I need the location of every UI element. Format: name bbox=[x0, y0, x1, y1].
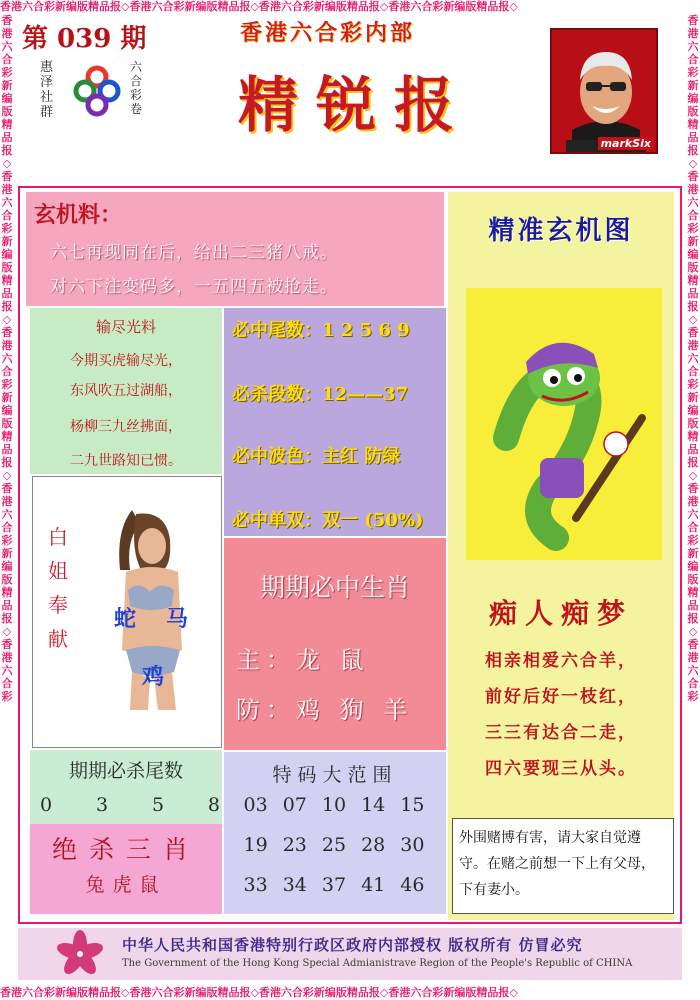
bauhinia-icon bbox=[52, 930, 108, 978]
footer-english: The Government of the Hong Kong Special Admianistrave Region of the People's Republic of CHINA bbox=[122, 958, 633, 969]
photo-side-text: 白姐奉献 bbox=[48, 525, 68, 651]
shawei-title: 期期必杀尾数 bbox=[68, 760, 183, 782]
cartoon-box bbox=[466, 288, 662, 560]
logo-right-text: 六合彩卷 bbox=[130, 60, 143, 116]
tema-number: 19 bbox=[243, 834, 268, 856]
tema-number: 33 bbox=[243, 874, 268, 896]
issue-number: 第 039 期 bbox=[22, 24, 147, 54]
chiren-line: 相亲相爱六合羊， bbox=[485, 651, 637, 671]
xuanji-line: 对六下注变码多，一五四五被抢走。 bbox=[50, 277, 338, 297]
page-title: 精锐报 bbox=[238, 71, 472, 141]
chiren-line: 前好后好一枝红， bbox=[485, 687, 637, 707]
logo bbox=[40, 60, 160, 128]
bizhong-line: 必杀段数：12——37 bbox=[232, 384, 409, 405]
bizhong-line: 必中波色：主红 防绿 bbox=[232, 446, 401, 467]
tema-number: 37 bbox=[321, 874, 347, 896]
tema-number: 25 bbox=[321, 834, 347, 856]
logo-left-text: 惠泽社群 bbox=[40, 60, 54, 120]
jingzhun-title: 精准玄机图 bbox=[488, 216, 634, 246]
bizhong-panel bbox=[224, 308, 446, 536]
gambling-warning: 外围赌博有害，请大家自觉遵守。在赌之前想一下上有父母，下有妻小。 bbox=[452, 818, 674, 914]
top-ribbon: 香港六合彩新编版精品报◇香港六合彩新编版精品报◇香港六合彩新编版精品报◇香港六合彩新编版精品报◇ bbox=[0, 0, 700, 14]
marksix-badge: markSix bbox=[598, 137, 654, 150]
chiren-line: 三三有达合二走， bbox=[485, 723, 637, 743]
lottery-balls-icon bbox=[70, 64, 124, 118]
tema-number: 46 bbox=[400, 874, 425, 896]
photo-label-snake: 蛇 bbox=[114, 606, 137, 632]
shawei-number: 8 bbox=[207, 794, 220, 816]
tema-number: 15 bbox=[400, 794, 425, 816]
bizhong-line: 必中单双：双一 (50%) bbox=[232, 510, 424, 531]
xuanji-line: 六七再现同在后，给出二三猪八戒。 bbox=[50, 243, 338, 263]
man-portrait-icon bbox=[552, 30, 658, 154]
photo-label-horse: 马 bbox=[166, 606, 189, 632]
tema-number: 23 bbox=[282, 834, 307, 856]
footer-chinese: 中华人民共和国香港特别行政区政府内部授权 版权所有 仿冒必究 bbox=[122, 936, 583, 954]
tema-number: 14 bbox=[361, 794, 386, 816]
chiren-line: 四六要现三从头。 bbox=[485, 759, 637, 779]
shuji-line: 今期买虎输尽光， bbox=[70, 353, 182, 369]
shuji-line: 东风吹五过湖船， bbox=[70, 383, 182, 399]
hk-emblem bbox=[52, 930, 108, 978]
bizhong-line: 必中尾数：1 2 5 6 9 bbox=[232, 320, 410, 341]
xuanji-label: 玄机料： bbox=[34, 202, 123, 228]
portrait bbox=[550, 28, 658, 154]
qiqi-title: 期期必中生肖 bbox=[259, 573, 410, 602]
right-ribbon: 香港六合彩新编版精品报◇香港六合彩新编版精品报◇香港六合彩新编版精品报◇香港六合彩新编版精品报◇香港六合彩 bbox=[686, 14, 700, 986]
shawei-number: 5 bbox=[151, 794, 165, 816]
bottom-ribbon: 香港六合彩新编版精品报◇香港六合彩新编版精品报◇香港六合彩新编版精品报◇香港六合彩新编版精品报◇ bbox=[0, 986, 700, 1000]
tema-number: 34 bbox=[282, 874, 307, 896]
tema-title: 特码大范围 bbox=[272, 764, 398, 786]
tema-number: 10 bbox=[321, 794, 347, 816]
snake-baseball-icon bbox=[466, 288, 662, 560]
shawei-number: 3 bbox=[95, 794, 109, 816]
shawei-numbers bbox=[40, 794, 220, 816]
shuji-title: 输尽光料 bbox=[95, 318, 156, 336]
tema-number: 30 bbox=[400, 834, 425, 856]
shawei-number: 0 bbox=[40, 794, 53, 816]
tema-grid bbox=[236, 794, 432, 896]
juesha-sub: 兔虎鼠 bbox=[85, 874, 167, 896]
tema-number: 03 bbox=[243, 794, 268, 816]
shuji-line: 杨柳三九丝拂面， bbox=[70, 419, 182, 435]
tema-number: 07 bbox=[282, 794, 307, 816]
qiqi-guard: 防：鸡 狗 羊 bbox=[236, 696, 414, 724]
shuji-line: 二九世路知已惯。 bbox=[70, 453, 182, 469]
subtitle: 香港六合彩内部 bbox=[240, 20, 416, 46]
qiqi-main: 主：龙 鼠 bbox=[236, 646, 370, 674]
chiren-title: 痴人痴梦 bbox=[488, 597, 633, 630]
photo-label-rooster: 鸡 bbox=[142, 664, 165, 690]
tema-number: 41 bbox=[361, 874, 386, 896]
tema-number: 28 bbox=[361, 834, 386, 856]
juesha-title: 绝杀三肖 bbox=[51, 835, 200, 864]
left-ribbon: 香港六合彩新编版精品报◇香港六合彩新编版精品报◇香港六合彩新编版精品报◇香港六合彩新编版精品报◇香港六合彩 bbox=[0, 14, 14, 986]
